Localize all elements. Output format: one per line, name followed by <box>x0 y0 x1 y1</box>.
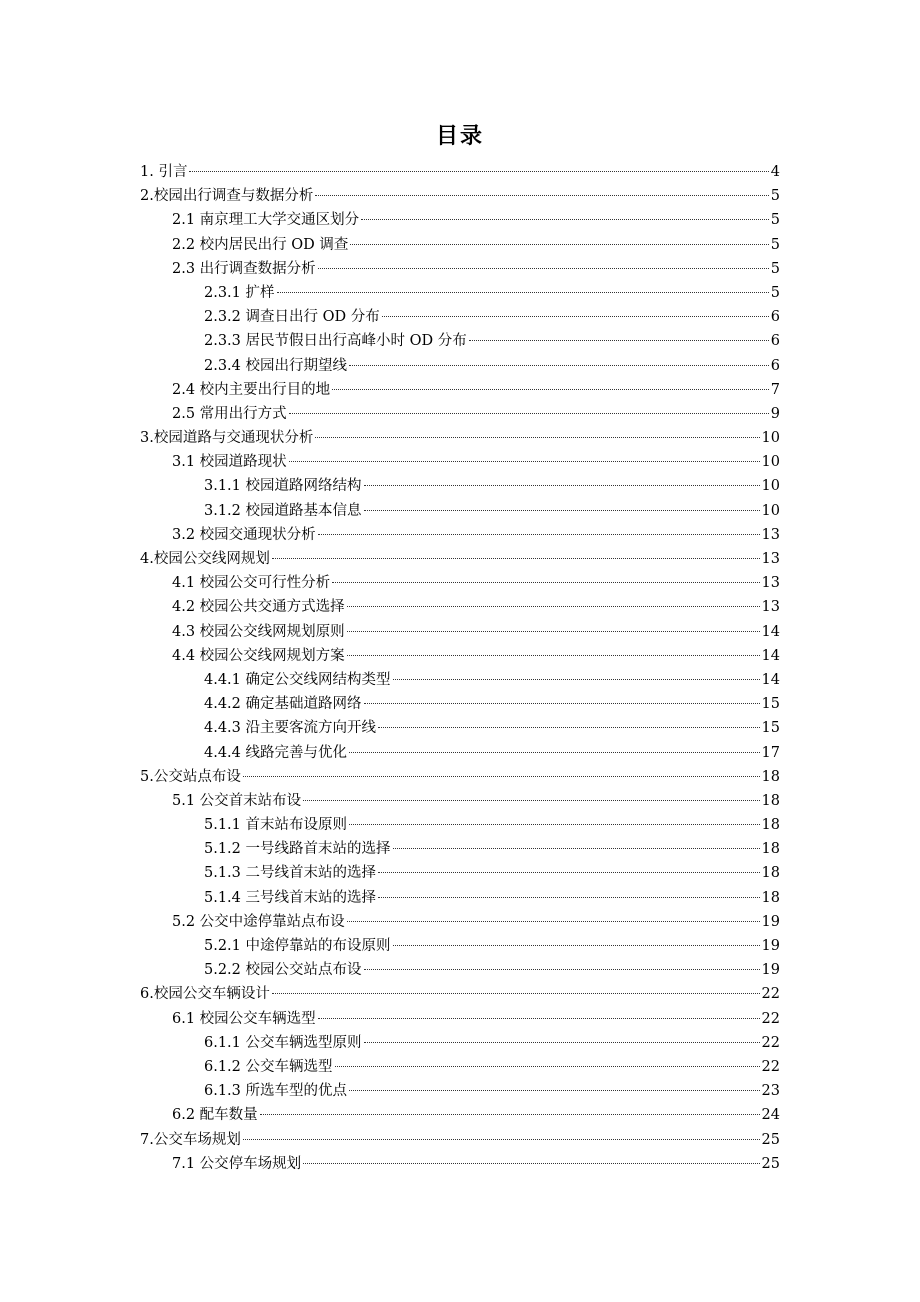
toc-page-number: 5 <box>770 284 780 301</box>
toc-leader-dots <box>303 800 759 801</box>
toc-entry[interactable] <box>0 329 920 353</box>
toc-entry[interactable] <box>0 668 920 692</box>
toc-entry-text: 4.4.4 线路完善与优化 <box>204 744 348 761</box>
toc-leader-dots <box>315 195 768 196</box>
toc-leader-dots <box>335 1066 760 1067</box>
toc-page-number: 14 <box>761 647 780 664</box>
toc-entry[interactable] <box>0 741 920 765</box>
toc-entry-text: 2.3.3 居民节假日出行高峰小时 OD 分布 <box>204 333 467 350</box>
toc-entry-text: 5.2 公交中途停靠站点布设 <box>172 913 345 930</box>
toc-page-number: 25 <box>761 1155 780 1172</box>
toc-leader-dots <box>318 1018 760 1019</box>
toc-entry-text: 3.校园道路与交通现状分析 <box>140 430 314 447</box>
toc-page-number: 22 <box>761 986 780 1003</box>
toc-entry-text: 3.1.2 校园道路基本信息 <box>204 502 362 519</box>
toc-page-number: 18 <box>761 841 780 858</box>
toc-page-number: 5 <box>770 260 780 277</box>
toc-leader-dots <box>272 558 760 559</box>
toc-entry-text: 7.公交车场规划 <box>140 1131 241 1148</box>
toc-page-number: 14 <box>761 623 780 640</box>
toc-entry-text: 4.3 校园公交线网规划原则 <box>172 623 345 640</box>
toc-leader-dots <box>260 1114 760 1115</box>
toc-entry-text: 1. 引言 <box>140 164 188 180</box>
toc-page-number: 13 <box>761 551 780 567</box>
toc-page-number: 9 <box>770 405 780 422</box>
toc-entry[interactable] <box>0 354 920 378</box>
toc-entry-text: 5.1 公交首末站布设 <box>172 792 302 809</box>
toc-entry[interactable] <box>0 789 920 813</box>
toc-entry[interactable] <box>0 1055 920 1079</box>
toc-entry-text: 5.1.1 首末站布设原则 <box>204 817 348 834</box>
toc-page-number: 10 <box>761 430 780 447</box>
toc-page-number: 15 <box>761 696 780 713</box>
toc-entry-text: 4.校园公交线网规划 <box>140 551 270 567</box>
toc-entry[interactable] <box>0 1079 920 1103</box>
toc-entry-text: 5.2.2 校园公交站点布设 <box>204 962 362 979</box>
toc-leader-dots <box>393 848 760 849</box>
toc-entry[interactable] <box>0 982 920 1006</box>
toc-entry-text: 4.1 校园公交可行性分析 <box>172 575 331 592</box>
toc-entry[interactable] <box>0 426 920 450</box>
toc-entry[interactable] <box>0 547 920 571</box>
toc-entry-text: 6.1.2 公交车辆选型 <box>204 1058 333 1075</box>
toc-entry[interactable] <box>0 910 920 934</box>
toc-entry-text: 2.5 常用出行方式 <box>172 405 287 422</box>
toc-leader-dots <box>364 969 760 970</box>
toc-leader-dots <box>350 244 768 245</box>
toc-entry-text: 2.2 校内居民出行 OD 调查 <box>172 236 349 253</box>
toc-entry[interactable] <box>0 716 920 740</box>
toc-entry[interactable] <box>0 1007 920 1031</box>
toc-page-number: 18 <box>761 865 780 882</box>
toc-leader-dots <box>349 824 760 825</box>
toc-entry[interactable] <box>0 886 920 910</box>
toc-list <box>0 160 920 1176</box>
toc-entry-text: 2.3.4 校园出行期望线 <box>204 357 348 374</box>
toc-page-number: 6 <box>770 309 780 326</box>
toc-leader-dots <box>318 534 760 535</box>
toc-leader-dots <box>382 316 769 317</box>
toc-entry[interactable] <box>0 837 920 861</box>
toc-entry[interactable] <box>0 765 920 789</box>
toc-entry[interactable] <box>0 620 920 644</box>
toc-leader-dots <box>364 703 760 704</box>
toc-entry[interactable] <box>0 208 920 232</box>
toc-page-number: 18 <box>761 817 780 834</box>
toc-entry[interactable] <box>0 474 920 498</box>
toc-leader-dots <box>277 292 769 293</box>
toc-entry[interactable] <box>0 958 920 982</box>
toc-leader-dots <box>393 945 760 946</box>
toc-entry[interactable] <box>0 160 920 184</box>
toc-leader-dots <box>361 219 769 220</box>
toc-title: 目录 <box>435 124 484 149</box>
toc-leader-dots <box>349 365 769 366</box>
toc-leader-dots <box>378 872 760 873</box>
toc-page-number: 10 <box>761 502 780 519</box>
toc-entry[interactable] <box>0 571 920 595</box>
toc-entry[interactable] <box>0 499 920 523</box>
toc-entry-text: 5.1.2 一号线路首末站的选择 <box>204 841 391 858</box>
toc-entry[interactable] <box>0 1031 920 1055</box>
toc-entry[interactable] <box>0 184 920 208</box>
toc-page-number: 23 <box>761 1083 780 1100</box>
toc-page-number: 24 <box>761 1107 780 1124</box>
toc-entry[interactable] <box>0 257 920 281</box>
toc-page-number: 13 <box>761 575 780 592</box>
toc-page-number: 13 <box>761 599 780 616</box>
toc-leader-dots <box>347 921 760 922</box>
toc-leader-dots <box>303 1163 759 1164</box>
toc-entry[interactable] <box>0 595 920 619</box>
toc-leader-dots <box>469 340 769 341</box>
toc-leader-dots <box>349 752 760 753</box>
toc-page-number: 6 <box>770 333 780 350</box>
toc-entry[interactable] <box>0 861 920 885</box>
toc-leader-dots <box>289 413 769 414</box>
toc-page-number: 22 <box>761 1034 780 1051</box>
toc-entry-text: 5.2.1 中途停靠站的布设原则 <box>204 938 391 954</box>
toc-page-number: 18 <box>761 792 780 809</box>
toc-leader-dots <box>364 485 760 486</box>
toc-page-number: 15 <box>761 720 780 737</box>
toc-entry-text: 5.1.4 三号线首末站的选择 <box>204 889 377 906</box>
toc-entry-text: 2.3.1 扩样 <box>204 284 275 301</box>
toc-entry-text: 3.1 校园道路现状 <box>172 454 287 471</box>
toc-leader-dots <box>318 268 769 269</box>
toc-page-number: 22 <box>761 1058 780 1075</box>
toc-page-number: 13 <box>761 526 780 543</box>
toc-entry-text: 3.2 校园交通现状分析 <box>172 526 316 543</box>
toc-entry-text: 6.1.1 公交车辆选型原则 <box>204 1034 362 1051</box>
toc-entry-text: 7.1 公交停车场规划 <box>172 1155 302 1172</box>
toc-entry[interactable] <box>0 378 920 402</box>
toc-entry-text: 4.4.3 沿主要客流方向开线 <box>204 720 377 737</box>
toc-entry-text: 6.校园公交车辆设计 <box>140 986 270 1003</box>
toc-page-number: 4 <box>770 164 780 180</box>
toc-page-number: 14 <box>761 671 780 688</box>
toc-entry-text: 5.1.3 二号线首末站的选择 <box>204 865 377 882</box>
toc-leader-dots <box>347 655 760 656</box>
toc-entry[interactable] <box>0 450 920 474</box>
toc-entry-text: 6.2 配车数量 <box>172 1107 258 1124</box>
toc-entry[interactable] <box>0 281 920 305</box>
toc-leader-dots <box>347 631 760 632</box>
toc-page-number: 19 <box>761 938 780 954</box>
toc-entry[interactable] <box>0 233 920 257</box>
toc-leader-dots <box>189 171 768 172</box>
toc-page-number: 18 <box>761 889 780 906</box>
toc-leader-dots <box>349 1090 760 1091</box>
toc-page-number: 5 <box>770 212 780 229</box>
toc-leader-dots <box>243 1139 760 1140</box>
toc-entry-text: 4.2 校园公共交通方式选择 <box>172 599 345 616</box>
toc-leader-dots <box>364 510 760 511</box>
toc-entry[interactable] <box>0 692 920 716</box>
toc-page-number: 25 <box>761 1131 780 1148</box>
toc-entry-text: 4.4.1 确定公交线网结构类型 <box>204 671 391 688</box>
toc-page-number: 19 <box>761 962 780 979</box>
toc-page-number: 6 <box>770 357 780 374</box>
toc-page-number: 19 <box>761 913 780 930</box>
toc-page-number: 17 <box>761 744 780 761</box>
toc-leader-dots <box>243 776 760 777</box>
toc-leader-dots <box>378 727 760 728</box>
toc-leader-dots <box>289 461 760 462</box>
toc-entry-text: 4.4 校园公交线网规划方案 <box>172 647 345 664</box>
toc-entry-text: 2.3.2 调查日出行 OD 分布 <box>204 309 380 326</box>
toc-entry-text: 6.1.3 所选车型的优点 <box>204 1083 348 1100</box>
toc-leader-dots <box>378 897 760 898</box>
toc-entry-text: 2.3 出行调查数据分析 <box>172 260 316 277</box>
toc-page-number: 10 <box>761 454 780 471</box>
toc-entry[interactable] <box>0 644 920 668</box>
toc-entry[interactable] <box>0 402 920 426</box>
toc-entry-text: 4.4.2 确定基础道路网络 <box>204 696 362 713</box>
toc-page-number: 22 <box>761 1010 780 1027</box>
toc-leader-dots <box>332 389 769 390</box>
toc-entry[interactable] <box>0 1128 920 1152</box>
toc-page-number: 5 <box>770 188 780 205</box>
toc-page-number: 5 <box>770 236 780 253</box>
toc-entry[interactable] <box>0 1103 920 1127</box>
toc-entry[interactable] <box>0 934 920 958</box>
toc-leader-dots <box>332 582 759 583</box>
toc-entry-text: 5.公交站点布设 <box>140 768 241 785</box>
toc-leader-dots <box>347 606 760 607</box>
toc-leader-dots <box>393 679 760 680</box>
toc-entry[interactable] <box>0 813 920 837</box>
toc-entry-text: 2.校园出行调查与数据分析 <box>140 188 314 205</box>
toc-page-number: 7 <box>770 381 780 398</box>
toc-entry-text: 2.1 南京理工大学交通区划分 <box>172 212 360 229</box>
toc-entry-text: 3.1.1 校园道路网络结构 <box>204 478 362 495</box>
toc-leader-dots <box>364 1042 760 1043</box>
toc-entry[interactable] <box>0 523 920 547</box>
toc-entry-text: 6.1 校园公交车辆选型 <box>172 1010 316 1027</box>
toc-page-number: 18 <box>761 768 780 785</box>
toc-entry[interactable] <box>0 305 920 329</box>
toc-leader-dots <box>272 993 760 994</box>
toc-entry[interactable] <box>0 1152 920 1176</box>
toc-page-number: 10 <box>761 478 780 495</box>
toc-leader-dots <box>315 437 759 438</box>
toc-entry-text: 2.4 校内主要出行目的地 <box>172 381 331 398</box>
